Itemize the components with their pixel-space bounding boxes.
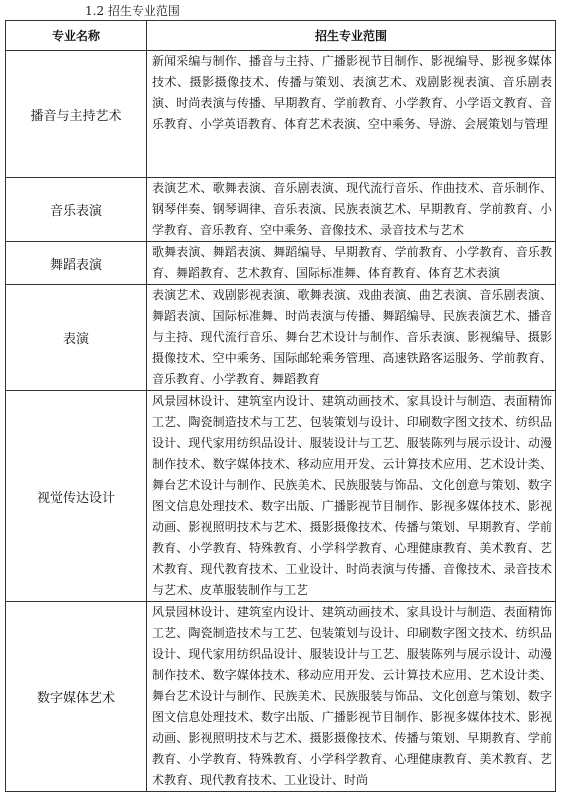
major-name: 音乐表演	[6, 178, 147, 242]
table-row	[6, 178, 556, 242]
section-heading: 1.2 招生专业范围	[85, 4, 180, 18]
major-name: 播音与主持艺术	[6, 51, 147, 178]
table-row	[6, 242, 556, 285]
table-row	[6, 391, 556, 602]
table-row	[6, 602, 556, 792]
major-range: 新闻采编与制作、播音与主持、广播影视节目制作、影视编导、影视多媒体技术、摄影摄像技术、传播与策划、表演艺术、戏剧影视表演、音乐剧表演、时尚表演与传播、早期教育、学前教育、小学教育、小学语文教育、音乐教育、小学英语教育、体育艺术表演、空中乘务、导游、会展策划与管理	[147, 51, 556, 178]
major-name: 舞蹈表演	[6, 242, 147, 285]
major-range: 风景园林设计、建筑室内设计、建筑动画技术、家具设计与制造、表面精饰工艺、陶瓷制造技术与工艺、包装策划与设计、印刷数字图文技术、纺织品设计、现代家用纺织品设计、服装设计与工艺、服装陈列与展示设计、动漫制作技术、数字媒体技术、移动应用开发、云计算技术应用、艺术设计类、舞台艺术设计与制作、民族美术、民族服装与饰品、文化创意与策划、数字图文信息处理技术、数字出版、广播影视节目制作、影视多媒体技术、影视动画、影视照明技术与艺术、摄影摄像技术、传播与策划、早期教育、学前教育、小学教育、特殊教育、小学科学教育、心理健康教育、美术教育、艺术教育、现代教育技术、工业设计、时尚表演与传播、音像技术、录音技术与艺术、皮革服装制作与工艺	[147, 391, 556, 602]
major-range: 表演艺术、歌舞表演、音乐剧表演、现代流行音乐、作曲技术、音乐制作、钢琴伴奏、钢琴调律、音乐表演、民族表演艺术、早期教育、学前教育、小学教育、音乐教育、空中乘务、音像技术、录音技术与艺术	[147, 178, 556, 242]
major-range: 表演艺术、戏剧影视表演、歌舞表演、戏曲表演、曲艺表演、音乐剧表演、舞蹈表演、国际标准舞、时尚表演与传播、舞蹈编导、民族表演艺术、播音与主持、现代流行音乐、舞台艺术设计与制作、音乐表演、影视编导、摄影摄像技术、空中乘务、国际邮轮乘务管理、高速铁路客运服务、学前教育、音乐教育、小学教育、舞蹈教育	[147, 285, 556, 391]
major-range: 风景园林设计、建筑室内设计、建筑动画技术、家具设计与制造、表面精饰工艺、陶瓷制造技术与工艺、包装策划与设计、印刷数字图文技术、纺织品设计、现代家用纺织品设计、服装设计与工艺、服装陈列与展示设计、动漫制作技术、数字媒体技术、移动应用开发、云计算技术应用、艺术设计类、舞台艺术设计与制作、民族美术、民族服装与饰品、文化创意与策划、数字图文信息处理技术、数字出版、广播影视节目制作、影视多媒体技术、影视动画、影视照明技术与艺术、摄影摄像技术、传播与策划、早期教育、学前教育、小学教育、特殊教育、小学科学教育、心理健康教育、美术教育、艺术教育、现代教育技术、工业设计、时尚	[147, 602, 556, 792]
table-row	[6, 285, 556, 391]
enrollment-table	[5, 20, 556, 792]
header-enrollment-range: 招生专业范围	[147, 21, 556, 51]
major-name: 表演	[6, 285, 147, 391]
header-major-name: 专业名称	[6, 21, 147, 51]
table-header-row	[6, 21, 556, 51]
major-name: 视觉传达设计	[6, 391, 147, 602]
table-row	[6, 51, 556, 178]
major-range: 歌舞表演、舞蹈表演、舞蹈编导、早期教育、学前教育、小学教育、音乐教育、舞蹈教育、艺术教育、国际标准舞、体育教育、体育艺术表演	[147, 242, 556, 285]
major-name: 数字媒体艺术	[6, 602, 147, 792]
